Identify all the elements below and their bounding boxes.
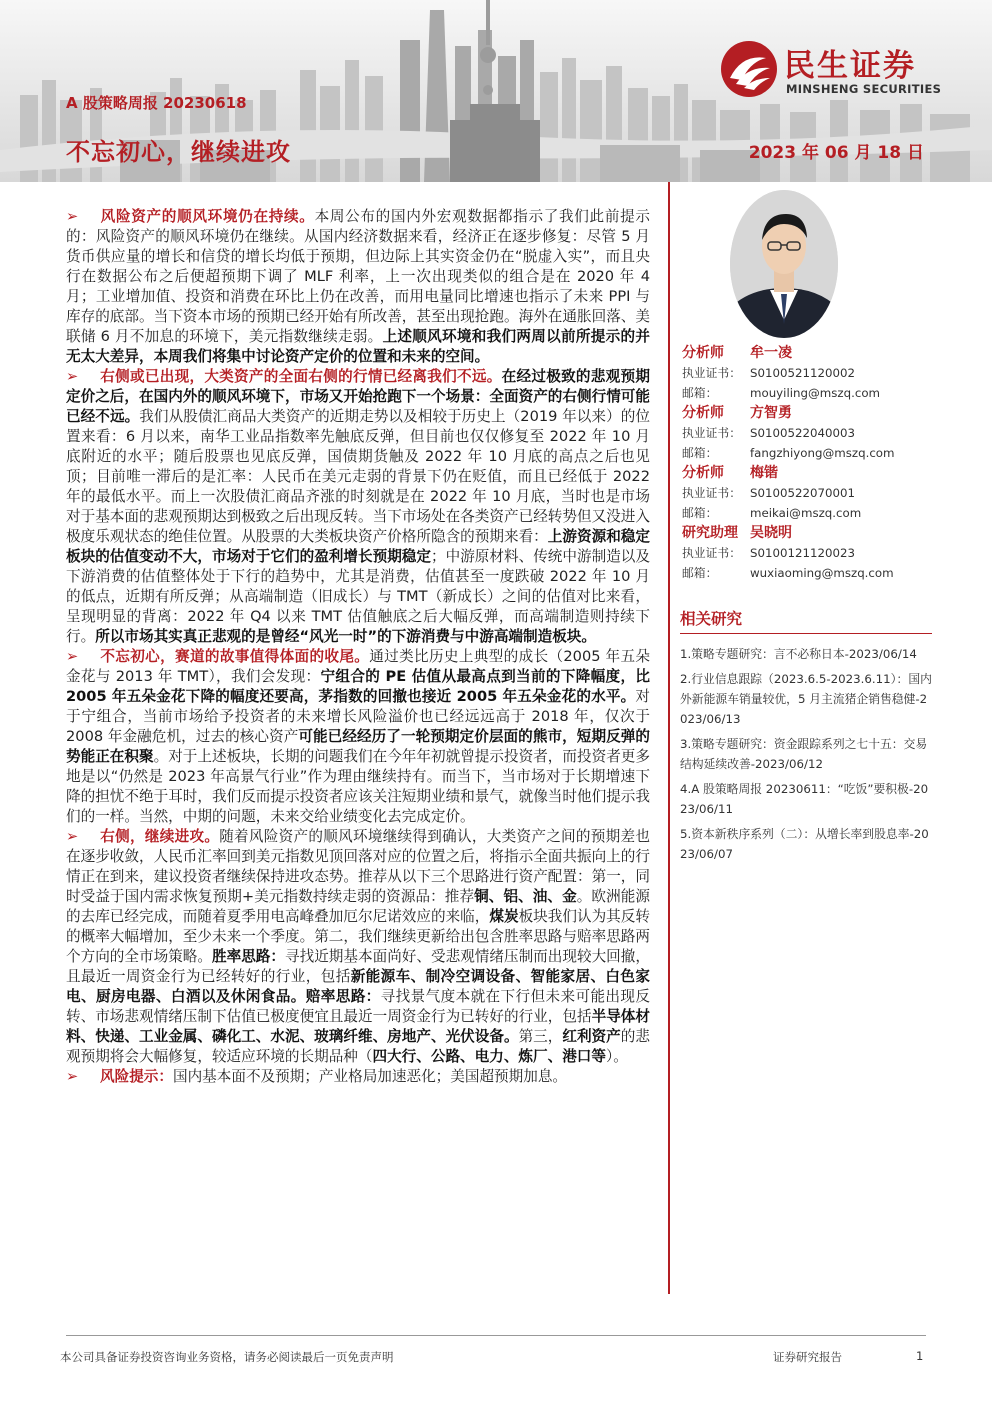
text-segment: 宁组合的 PE 估值从最高点到当前的下降幅度，比 2005 年五朵金花下降的幅度还要高，茅指数的回撤也接近 2005 年五朵金花的水平。 <box>66 668 650 705</box>
related-research-title: 相关研究 <box>680 607 932 634</box>
text-segment: 煤炭 <box>489 908 519 925</box>
analyst-role: 研究助理 <box>682 525 738 541</box>
column-divider <box>668 182 670 1294</box>
logo-text-cn: 民生证券 <box>784 48 916 84</box>
analyst-name: 梅锴 <box>750 465 778 481</box>
bullet-arrow-icon: ➢ <box>66 1068 79 1085</box>
text-segment: 不忘初心，赛道的故事值得体面的收尾。 <box>100 648 370 665</box>
analyst-portrait-image <box>730 190 838 338</box>
text-segment: 对于宁组合，当前市场给予投资者的未来增长风险溢价也已经远远高于 2018 年，仅次于 2008 年金融危机，过去的核心资产 <box>66 688 650 745</box>
related-research-item[interactable]: 4.A 股策略周报 20230611：“吃饭”要积极-2023/06/11 <box>680 782 929 816</box>
analyst-list <box>682 343 972 583</box>
analyst-cert: S0100121120023 <box>750 546 856 560</box>
text-segment: 板块我们认为其反转的概率大幅增加，至少未来一个季度。第二，我们继续更新给出包含胜率思路与赔率思路两个方向的全市场策略。 <box>66 908 650 965</box>
analyst-photo <box>730 190 838 338</box>
analyst-name: 牟一凌 <box>750 345 792 361</box>
analyst-name-row <box>682 463 972 483</box>
related-research <box>680 607 932 869</box>
paragraph-4 <box>66 827 650 1067</box>
minsheng-logo <box>720 38 970 100</box>
analyst-cert: S0100521120002 <box>750 366 856 380</box>
analyst-cert-row <box>682 543 972 563</box>
main-content <box>66 207 650 1087</box>
bullet-arrow-icon: ➢ <box>66 828 79 845</box>
analyst-cert: S0100522070001 <box>750 486 856 500</box>
analyst-email[interactable]: mouyiling@mszq.com <box>750 386 881 400</box>
field-label: 执业证书： <box>682 546 741 560</box>
analyst-role: 分析师 <box>682 465 724 481</box>
text-segment: 我们从股债汇商品大类资产的近期走势以及相较于历史上（2019 年以来）的位置来看：6 月以来，南华工业品指数率先触底反弹，但目前也仅仅修复至 2022 年 10 月底附近的水平；随后股票也见底反弹，国债期货触及 2022 年 10 月底的高点之后也见顶；目前唯一滞后的是汇率：人民币在美元走弱的背景下仍在贬值，而且已经低于 2022 年的最低水平。而上一次股债汇商品齐涨的时刻就是在 2022 年 10 月底，当时也是市场对于基本面的悲观预期达到极致之后出现反转。当下市场处在各类资产已经转势但又没进入极度乐观状态的绝佳位置。从股票的大类板块资产价格所隐含的预期来看： <box>66 408 650 545</box>
text-segment: 红利资产 <box>562 1028 621 1045</box>
analyst-email[interactable]: fangzhiyong@mszq.com <box>750 446 895 460</box>
related-research-item[interactable]: 2.行业信息跟踪（2023.6.5-2023.6.11）：国内外新能源车销量较优，5 月主流猪企销售稳健-2023/06/13 <box>680 672 932 726</box>
footer-disclaimer: 本公司具备证券投资咨询业务资格，请务必阅读最后一页免责声明 <box>60 1350 394 1364</box>
text-segment: 在经过极致的悲观预期定价之后，在国内外的顺风环境下，市场又开始抢跑下一个场景：全面资产的右侧行情可能已经不远。 <box>66 368 650 425</box>
field-label: 执业证书： <box>682 366 741 380</box>
analyst-email-row <box>682 383 972 403</box>
related-research-item[interactable]: 3.策略专题研究：资金跟踪系列之七十五：交易结构延续改善-2023/06/12 <box>680 737 928 771</box>
text-segment: 寻找景气度本就在下行但未来可能出现反转、市场悲观情绪压制下估值已极度便宜且最近一周资金行为已转好的行业，包括 <box>66 988 650 1025</box>
text-segment: 寻找近期基本面尚好、受悲观情绪压制而出现较大回撤，且最近一周资金行为已经转好的行业，包括 <box>66 948 650 985</box>
bullet-arrow-icon: ➢ <box>66 208 79 225</box>
bullet-arrow-icon: ➢ <box>66 368 79 385</box>
analyst-cert-row <box>682 483 972 503</box>
text-segment: 风险提示： <box>100 1068 173 1085</box>
analyst-email-row <box>682 503 972 523</box>
text-segment: 随着风险资产的顺风环境继续得到确认，大类资产之间的预期差也在逐步收敛，人民币汇率回到美元指数见顶回落对应的位置之后，将指示全面共振向上的行情正在到来，建议投资者继续保持进攻态势。推荐从以下三个思路进行资产配置：第一，同时受益于国内需求恢复预期+美元指数持续走弱的资源品：推荐 <box>66 828 650 905</box>
paragraph-1 <box>66 207 650 367</box>
paragraph-3 <box>66 647 650 827</box>
field-label: 执业证书： <box>682 426 741 440</box>
field-label: 邮箱： <box>682 446 718 460</box>
paragraph-2 <box>66 367 650 647</box>
field-label: 邮箱： <box>682 386 718 400</box>
text-segment: 可能已经经历了一轮预期定价层面的熊市，短期反弹的势能正在积聚 <box>66 728 651 765</box>
analyst-role: 分析师 <box>682 405 724 421</box>
report-date: 2023 年 06 月 18 日 <box>748 143 924 163</box>
text-segment: ；中游原材料、传统中游制造以及下游消费的估值整体处于下行的趋势中，尤其是消费，估值甚至一度跌破 2022 年 10 月的低点，近期有所反弹；从高端制造（旧成长）与 TMT（新成长）之间的估值对比来看，呈现明显的背离：2022 年 Q4 以来 TMT 估值触底之后大幅反弹，而高端制造则持续下行。 <box>66 548 650 645</box>
text-segment: 四大行、公路、电力、炼厂、港口等 <box>372 1048 606 1065</box>
text-segment: 。对于上述板块，长期的问题我们在今年年初就曾提示投资者，而投资者更多地是以“仍然是 2023 年高景气行业”作为理由继续持有。而当下，当市场对于长期增速下降的担忧不绝于耳时，我们反而提示投资者应该关注短期业绩和景气，就像当时他们提示我们的一样。当然，中期的问题，未来交给业绩变化去完成定价。 <box>66 748 650 825</box>
text-segment: ）。 <box>606 1048 628 1065</box>
text-segment: 上游资源和稳定板块的估值变动不大，市场对于它们的盈利增长预期稳定 <box>66 528 650 565</box>
text-segment: 半导体材料、快递、工业金属、磷化工、水泥、玻璃纤维、房地产、光伏设备。 <box>66 1008 650 1045</box>
analyst-name-row <box>682 523 972 543</box>
analyst-name: 吴晓明 <box>750 525 792 541</box>
text-segment: 本周公布的国内外宏观数据都指示了我们此前提示的：风险资产的顺风环境仍在继续。从国内经济数据来看，经济正在逐步修复：尽管 5 月货币供应量的增长和信贷的增长均低于预期，但边际上其实资金仍在“脱虚入实”，而且央行在数据公布之后便超预期下调了 MLF 利率，上一次出现类似的组合是在 2020 年 4 月；工业增加值、投资和消费在环比上仍在改善，而用电量同比增速也指示了未来 PPI 与库存的底部。当下资本市场的预期已经开始有所改善，甚至出现抢跑。海外在通胀回落、美联储 6 月不加息的环境下，美元指数继续走弱。 <box>66 208 650 345</box>
text-segment: 。欧洲能源的去库已经完成，而随着夏季用电高峰叠加厄尔尼诺效应的来临， <box>66 888 650 925</box>
analyst-email[interactable]: wuxiaoming@mszq.com <box>750 566 894 580</box>
text-segment: 胜率思路： <box>212 948 285 965</box>
text-segment: 右侧，继续进攻。 <box>100 828 220 845</box>
related-research-item[interactable]: 1.策略专题研究：言不必称日本-2023/06/14 <box>680 647 917 661</box>
field-label: 执业证书： <box>682 486 741 500</box>
analyst-email-row <box>682 443 972 463</box>
footer-report-type: 证券研究报告 <box>773 1350 842 1364</box>
analyst-name-row <box>682 403 972 423</box>
related-research-item[interactable]: 5.资本新秩序系列（二）：从增长率到股息率-2023/06/07 <box>680 827 929 861</box>
text-segment: 风险资产的顺风环境仍在持续。 <box>100 208 315 225</box>
report-series-tag: A 股策略周报 20230618 <box>66 94 247 112</box>
report-title: 不忘初心，继续进攻 <box>66 138 291 166</box>
analyst-role: 分析师 <box>682 345 724 361</box>
minsheng-logo-icon <box>720 40 778 98</box>
text-segment: 第三， <box>518 1028 563 1045</box>
analyst-name-row <box>682 343 972 363</box>
analyst-email-row <box>682 563 972 583</box>
text-segment: 右侧或已出现，大类资产的全面右侧的行情已经离我们不远。 <box>100 368 502 385</box>
text-segment: 上述顺风环境和我们两周以前所提示的并无太大差异，本周我们将集中讨论资产定价的位置和未来的空间。 <box>66 328 650 365</box>
header-banner <box>0 0 992 182</box>
footer-divider <box>66 1335 926 1336</box>
text-segment: 通过类比历史上典型的成长（2005 年五朵金花与 2013 年 TMT），我们会发现： <box>66 648 650 685</box>
related-research-list <box>680 644 932 864</box>
page-number: 1 <box>916 1349 924 1363</box>
analyst-cert-row <box>682 363 972 383</box>
text-segment: 的悲观预期将会大幅修复，较适应环境的长期品种（ <box>66 1028 650 1065</box>
field-label: 邮箱： <box>682 566 718 580</box>
logo-text-en: MINSHENG SECURITIES <box>786 82 942 96</box>
text-segment: 所以市场其实真正悲观的是曾经“风光一时”的下游消费与中游高端制造板块。 <box>95 628 596 645</box>
text-segment: 铜、铝、油、金 <box>474 888 577 905</box>
analyst-cert-row <box>682 423 972 443</box>
analyst-email[interactable]: meikai@mszq.com <box>750 506 862 520</box>
analyst-cert: S0100522040003 <box>750 426 856 440</box>
bullet-arrow-icon: ➢ <box>66 648 79 665</box>
analyst-name: 方智勇 <box>750 405 792 421</box>
paragraph-5 <box>66 1067 650 1087</box>
field-label: 邮箱： <box>682 506 718 520</box>
text-segment: 国内基本面不及预期；产业格局加速恶化；美国超预期加息。 <box>172 1068 568 1085</box>
text-segment: 新能源车、制冷空调设备、智能家居、白色家电、厨房电器、白酒以及休闲食品。赔率思路： <box>66 968 650 1005</box>
